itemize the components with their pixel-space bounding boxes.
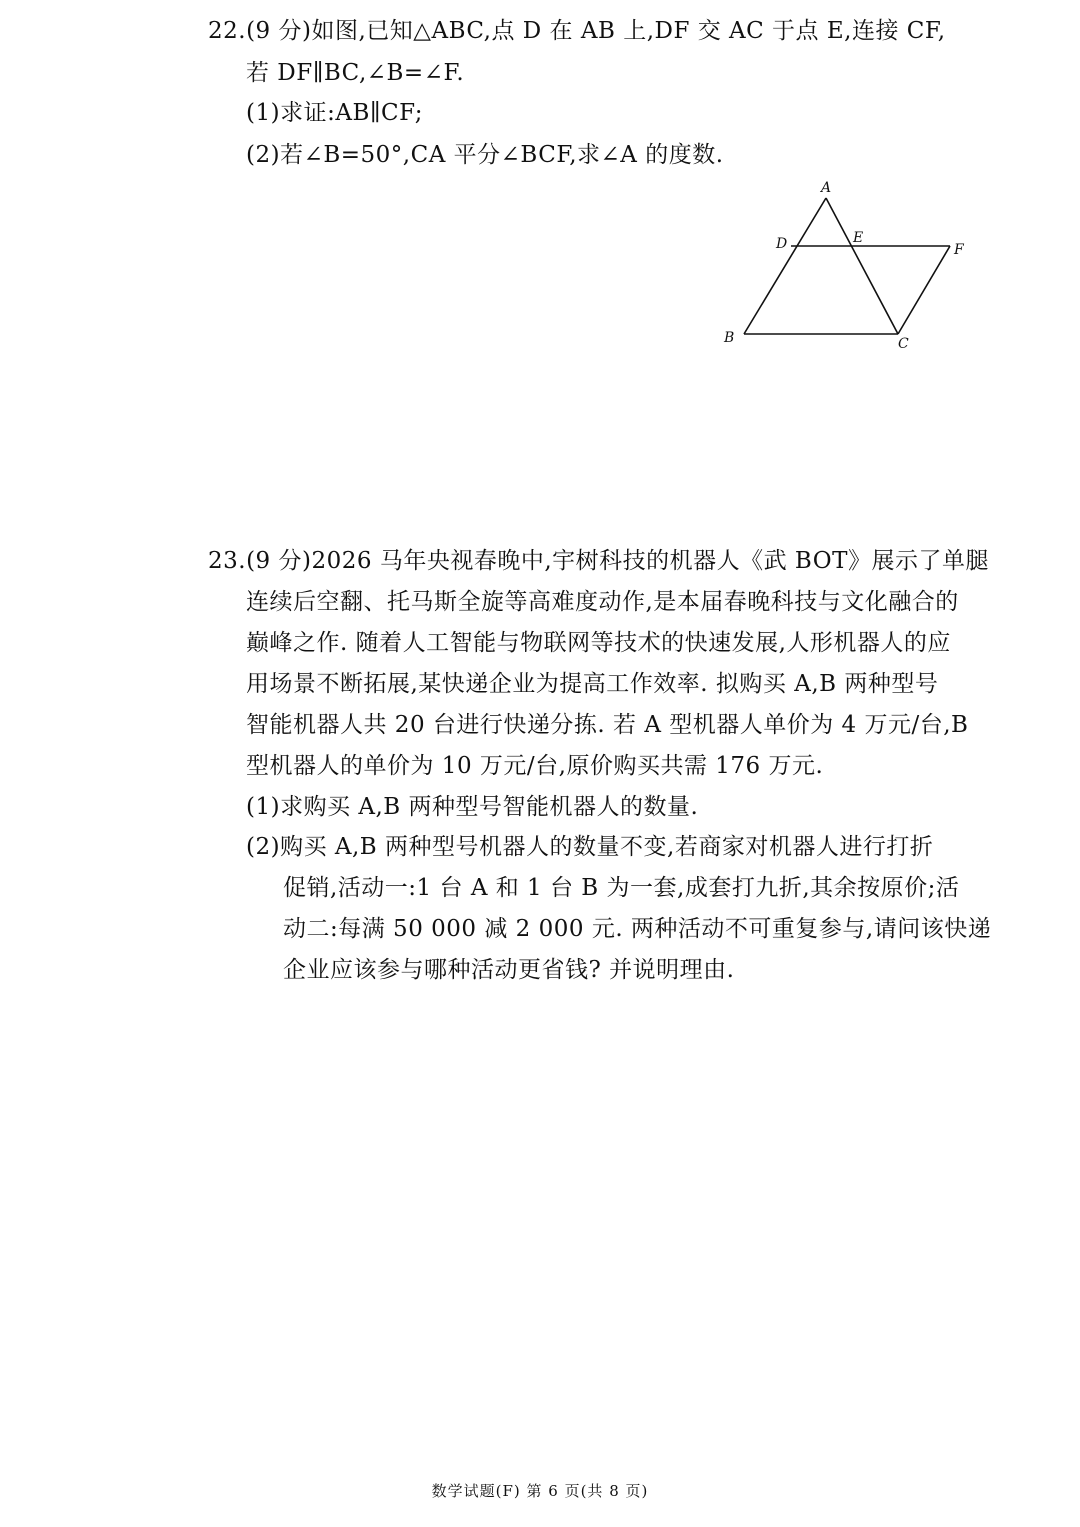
label-point-d: D (776, 236, 788, 252)
q22-geometry-figure (716, 176, 976, 356)
page-footer: 数学试题(F) 第 6 页(共 8 页) (431, 1482, 649, 1500)
label-point-c: C (898, 336, 909, 352)
q23-subquestion-2-line3: 动二:每满 50 000 减 2 000 元. 两种活动不可重复参与,请问该快递 (283, 916, 992, 942)
q23-subquestion-2-line1: (2)购买 A,B 两种型号机器人的数量不变,若商家对机器人进行打折 (246, 834, 934, 860)
q22-subquestion-2: (2)若∠B=50°,CA 平分∠BCF,求∠A 的度数. (246, 142, 724, 168)
segment-ab (744, 198, 826, 334)
q22-stem-line2: 若 DF∥BC,∠B=∠F. (246, 60, 465, 86)
segment-cf (898, 246, 950, 334)
q23-subquestion-1: (1)求购买 A,B 两种型号智能机器人的数量. (246, 794, 699, 820)
triangle-diagram (716, 176, 976, 356)
q23-stem-line2: 连续后空翻、托马斯全旋等高难度动作,是本届春晚科技与文化融合的 (246, 589, 959, 615)
q23-stem-line6: 型机器人的单价为 10 万元/台,原价购买共需 176 万元. (246, 753, 824, 779)
q22-subquestion-1: (1)求证:AB∥CF; (246, 100, 423, 126)
label-point-a: A (821, 180, 832, 196)
q22-stem-line1: 22.(9 分)如图,已知△ABC,点 D 在 AB 上,DF 交 AC 于点 E,连接 CF, (208, 18, 946, 44)
q23-stem-line5: 智能机器人共 20 台进行快递分拣. 若 A 型机器人单价为 4 万元/台,B (246, 712, 969, 738)
q23-stem-line1: 23.(9 分)2026 马年央视春晚中,宇树科技的机器人《武 BOT》展示了单腿 (208, 548, 989, 574)
label-point-e: E (853, 230, 864, 246)
label-point-f: F (954, 242, 964, 258)
q23-subquestion-2-line2: 促销,活动一:1 台 A 和 1 台 B 为一套,成套打九折,其余按原价;活 (283, 875, 960, 901)
q23-stem-line3: 巅峰之作. 随着人工智能与物联网等技术的快速发展,人形机器人的应 (246, 630, 951, 656)
label-point-b: B (724, 330, 735, 346)
segment-ac (826, 198, 898, 334)
q23-stem-line4: 用场景不断拓展,某快递企业为提高工作效率. 拟购买 A,B 两种型号 (246, 671, 939, 697)
q23-subquestion-2-line4: 企业应该参与哪种活动更省钱? 并说明理由. (283, 957, 735, 983)
